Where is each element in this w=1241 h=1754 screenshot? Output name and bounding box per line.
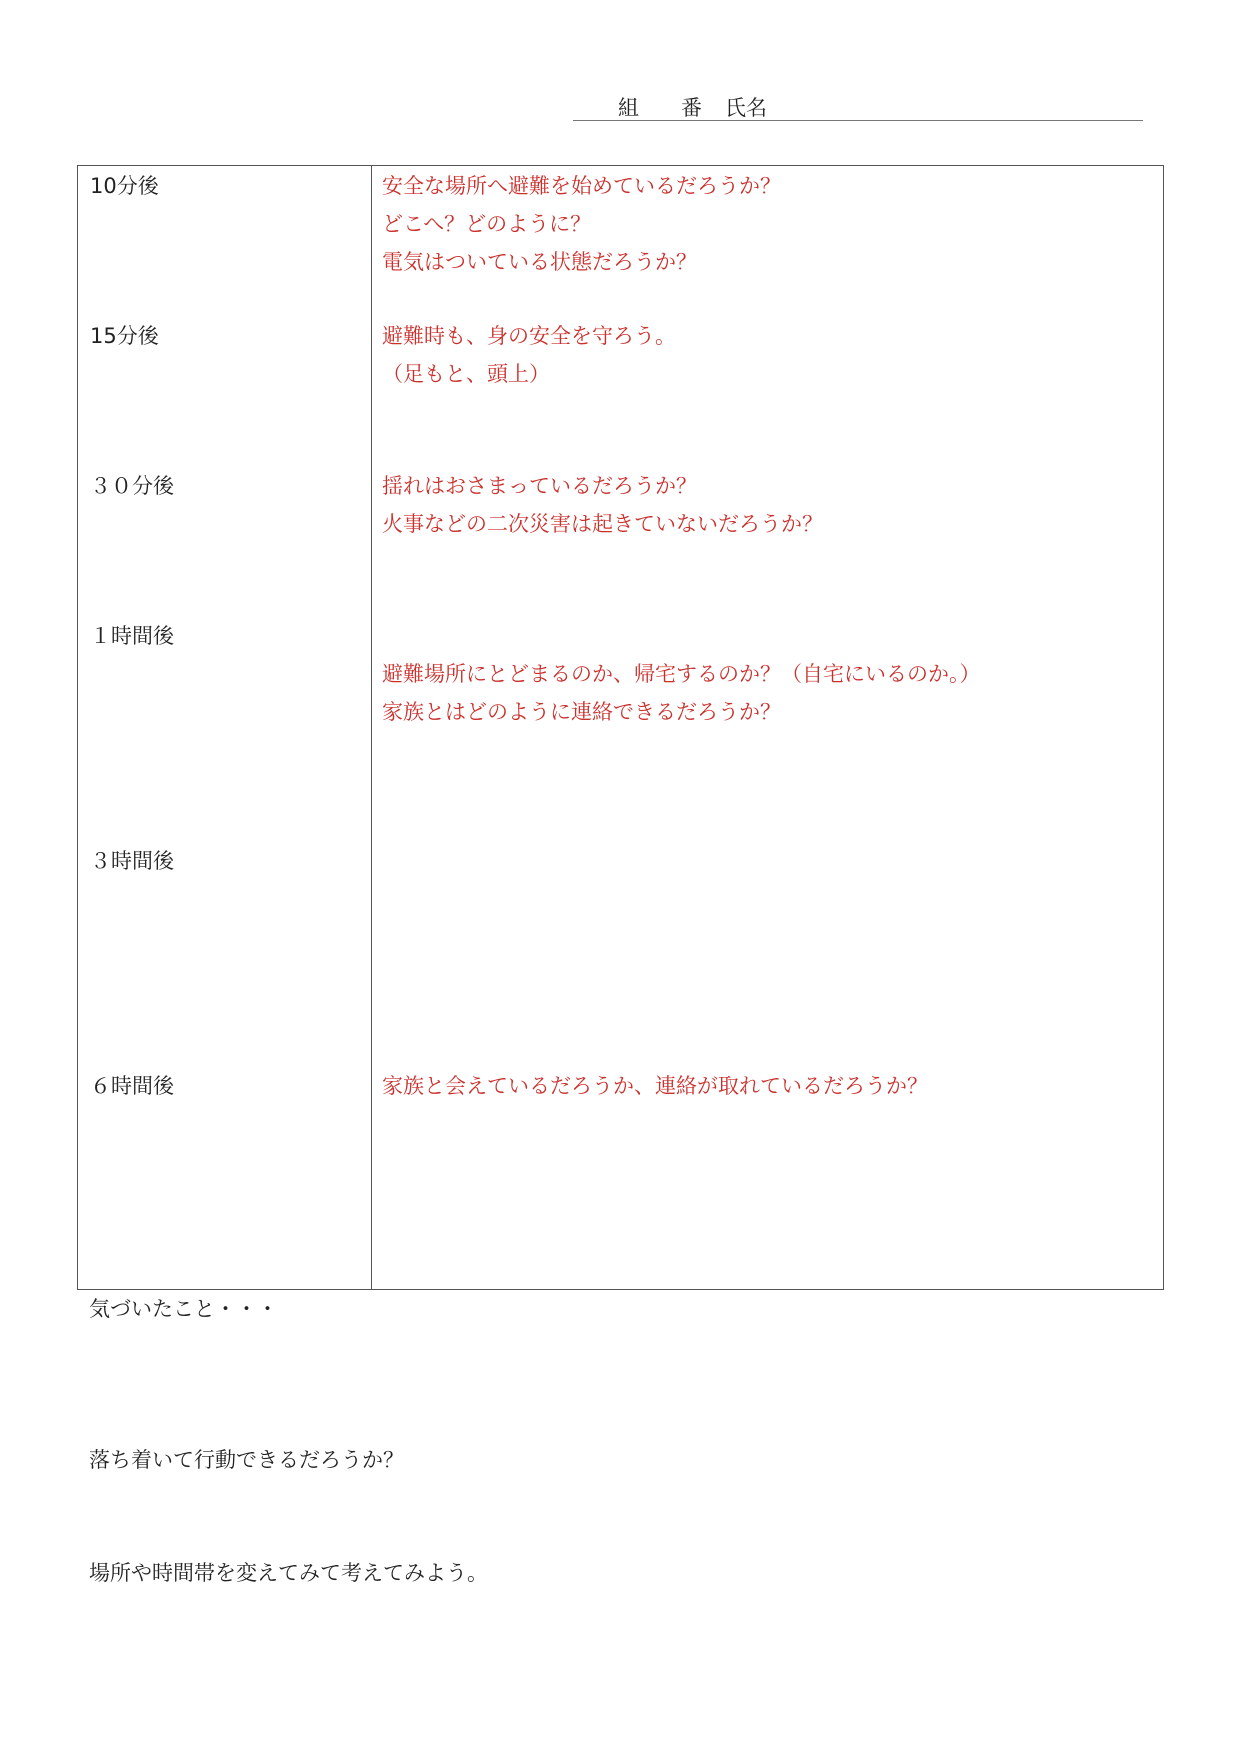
prompt-1hour-2: 家族とはどのように連絡できるだろうか？ bbox=[382, 700, 781, 724]
prompt-10min-3: 電気はついている状態だろうか？ bbox=[382, 250, 697, 274]
prompt-6hours-1: 家族と会えているだろうか、連絡が取れているだろうか？ bbox=[382, 1074, 928, 1098]
notice-label: 気づいたこと・・・ bbox=[89, 1297, 278, 1321]
prompt-15min-2: （足もと、頭上） bbox=[382, 362, 550, 386]
name-label: 氏名 bbox=[725, 96, 767, 120]
time-label-1hour: １時間後 bbox=[90, 624, 174, 648]
timeline-table bbox=[77, 165, 1164, 1290]
prompt-30min-1: 揺れはおさまっているだろうか？ bbox=[382, 474, 697, 498]
change-setting-suggestion: 場所や時間帯を変えてみて考えてみよう。 bbox=[89, 1561, 488, 1585]
time-label-15min: 15分後 bbox=[90, 324, 159, 348]
prompt-10min-2: どこへ？どのように？ bbox=[382, 212, 592, 236]
prompt-10min-1: 安全な場所へ避難を始めているだろうか？ bbox=[382, 174, 781, 198]
time-label-6hours: ６時間後 bbox=[90, 1074, 174, 1098]
prompt-1hour-1: 避難場所にとどまるのか、帰宅するのか？（自宅にいるのか。） bbox=[382, 662, 981, 686]
time-label-3hours: ３時間後 bbox=[90, 849, 174, 873]
name-header bbox=[573, 86, 1143, 121]
column-divider bbox=[371, 166, 372, 1289]
prompt-30min-2: 火事などの二次災害は起きていないだろうか？ bbox=[382, 512, 823, 536]
time-label-30min: ３０分後 bbox=[90, 474, 174, 498]
class-label: 組 bbox=[618, 96, 639, 120]
number-label: 番 bbox=[681, 96, 702, 120]
prompt-15min-1: 避難時も、身の安全を守ろう。 bbox=[382, 324, 676, 348]
time-label-10min: 10分後 bbox=[90, 174, 159, 198]
calm-action-question: 落ち着いて行動できるだろうか？ bbox=[89, 1448, 404, 1472]
